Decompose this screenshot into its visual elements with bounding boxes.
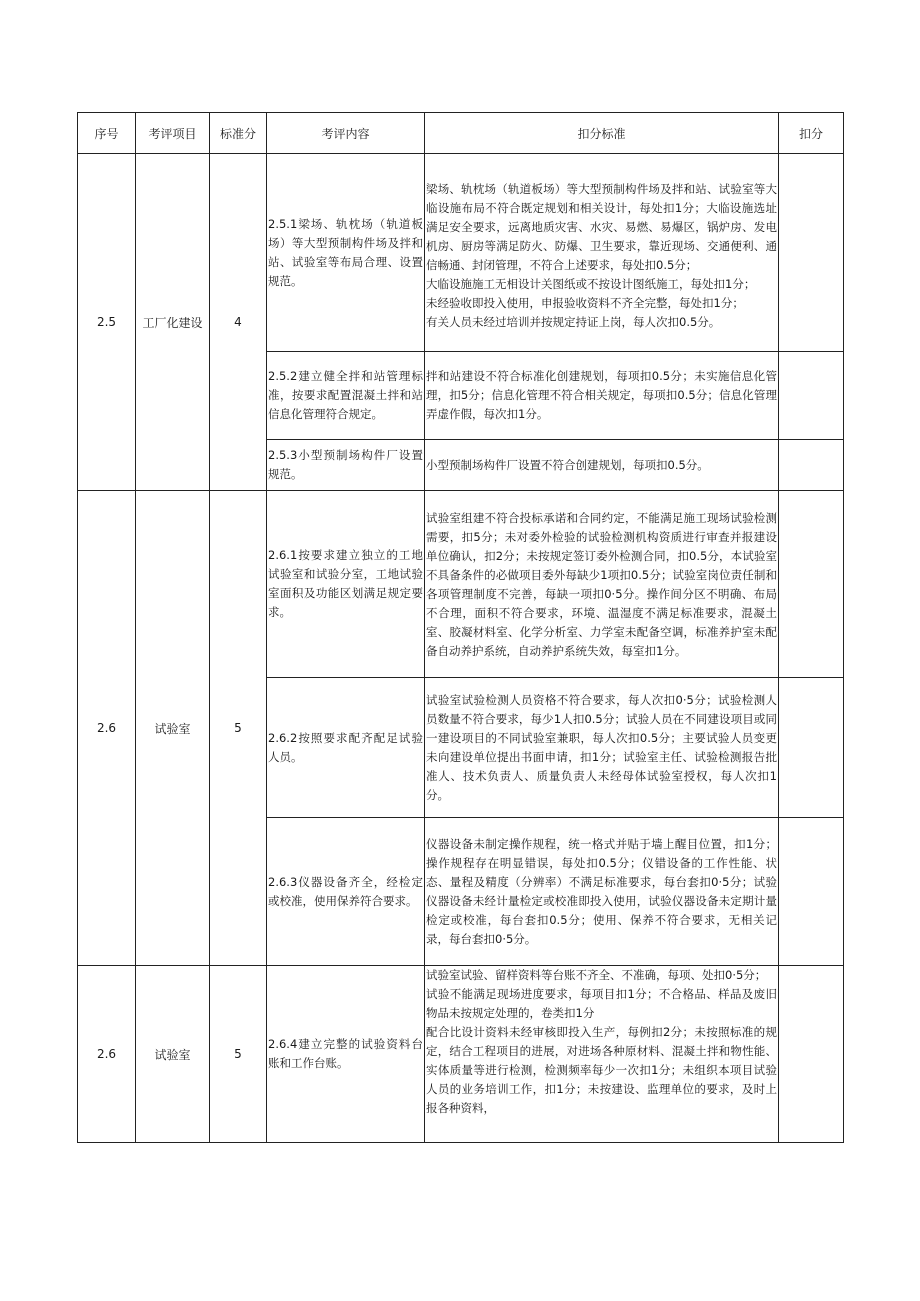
- table-row: [78, 966, 844, 1143]
- row-criteria: [425, 678, 779, 818]
- criteria-line: 有关人员未经过培训并按规定持证上岗，每人次扣0.5分。: [426, 315, 721, 329]
- group-seq: 2.5: [78, 154, 136, 491]
- group-seq: 2.6: [78, 966, 136, 1143]
- criteria-line: 拌和站建设不符合标准化创建规划，每项扣0.5分；未实施信息化管理，扣5分；信息化管理不符合相关规定，每项扣0.5分；信息化管理弄虚作假，每次扣1分。: [426, 369, 777, 421]
- evaluation-table: [77, 112, 844, 1143]
- criteria-line: 仪器设备未制定操作规程，统一格式并贴于墙上醒目位置，扣1分；操作规程存在明显错误，每处扣0.5分；仪错设备的工作性能、状态、量程及精度（分辨率）不满足标准要求，每台套扣0·5分；试验仪器设备未经计量检定或校准即投入使用，试验仪器设备未定期计量检定或校准，每台套扣0.5分；使用、保养不符合要求，无相关记录，每台套扣0·5分。: [426, 836, 777, 946]
- criteria-line: 试验室试验检测人员资格不符合要求，每人次扣0·5分；试验检测人员数量不符合要求，每少1人扣0.5分；试验人员在不同建设项目或同一建设项目的不同试验室兼职，每人次扣0.5分；主要试验人员变更未向建设单位提出书面申请，扣1分；试验室主任、试验检测报告批准人、技术负责人、质量负责人未经母体试验室授权，每人次扣1分。: [426, 692, 777, 802]
- header-score: 标准分: [210, 113, 267, 154]
- group-item: 试验室: [136, 491, 210, 966]
- row-criteria: [425, 440, 779, 491]
- header-deduct: 扣分: [779, 113, 844, 154]
- header-seq: 序号: [78, 113, 136, 154]
- table-row: [78, 154, 844, 352]
- criteria-line: 试验室试验、留样资料等台账不齐全、不准确，每项、处扣0·5分；: [426, 968, 767, 982]
- group-item: 试验室: [136, 966, 210, 1143]
- row-criteria: [425, 966, 779, 1143]
- deduct-cell[interactable]: [779, 491, 844, 678]
- header-criteria: 扣分标准: [425, 113, 779, 154]
- criteria-line: 未经验收即投入使用，申报验收资料不齐全完整，每处扣1分；: [426, 296, 744, 310]
- row-content: 2.6.1按要求建立独立的工地试验室和试验分室，工地试验室面积及功能区划满足规定要求。: [267, 491, 425, 678]
- deduct-cell[interactable]: [779, 818, 844, 966]
- criteria-line: 试验不能满足现场进度要求，每项目扣1分；不合格品、样品及废旧物品未按规定处理的，卷类扣1分: [426, 987, 777, 1020]
- deduct-cell[interactable]: [779, 352, 844, 440]
- deduct-cell[interactable]: [779, 154, 844, 352]
- criteria-line: 小型预制场构件厂设置不符合创建规划，每项扣0.5分。: [426, 457, 709, 472]
- row-content: 2.5.1梁场、轨枕场（轨道板场）等大型预制构件场及拌和站、试验室等布局合理、设置规范。: [267, 154, 425, 352]
- row-content: 2.5.3小型预制场构件厂设置规范。: [267, 440, 425, 491]
- header-row: [78, 113, 844, 154]
- header-content: 考评内容: [267, 113, 425, 154]
- table-row: [78, 491, 844, 678]
- row-criteria: [425, 352, 779, 440]
- row-content: 2.6.2按照要求配齐配足试验人员。: [267, 678, 425, 818]
- row-content: 2.6.4建立完整的试验资料台账和工作台账。: [267, 966, 425, 1143]
- group-score: 5: [210, 491, 267, 966]
- row-content: 2.5.2建立健全拌和站管理标准，按要求配置混凝土拌和站信息化管理符合规定。: [267, 352, 425, 440]
- row-criteria: [425, 491, 779, 678]
- group-score: 4: [210, 154, 267, 491]
- header-item: 考评项目: [136, 113, 210, 154]
- deduct-cell[interactable]: [779, 966, 844, 1143]
- row-content: 2.6.3仪器设备齐全，经检定或校准，使用保养符合要求。: [267, 818, 425, 966]
- deduct-cell[interactable]: [779, 678, 844, 818]
- row-criteria: [425, 154, 779, 352]
- criteria-line: 配合比设计资料未经审核即投入生产，每例扣2分；未按照标准的规定，结合工程项目的进展，对进场各种原材料、混凝土拌和物性能、实体质量等进行检测，检测频率每少一次扣1分；未组织本项目试验人员的业务培训工作，扣1分；未按建设、监理单位的要求，及时上报各种资料，: [426, 1025, 777, 1115]
- criteria-line: 梁场、轨枕场（轨道板场）等大型预制构件场及拌和站、试验室等大临设施布局不符合既定规划和相关设计，每处扣1分；大临设施选址满足安全要求，远离地质灾害、水灾、易燃、易爆区，锅炉房、发电机房、厨房等满足防火、防爆、卫生要求，靠近现场、交通便利、通信畅通、封闭管理，不符合上述要求，每处扣0.5分；: [426, 182, 777, 272]
- criteria-line: 大临设施施工无相设计关图纸或不按设计图纸施工，每处扣1分；: [426, 277, 756, 291]
- deduct-cell[interactable]: [779, 440, 844, 491]
- group-item: 工厂化建设: [136, 154, 210, 491]
- row-criteria: [425, 818, 779, 966]
- criteria-line: 试验室组建不符合投标承诺和合同约定，不能满足施工现场试验检测需要，扣5分；未对委外检验的试验检测机构资质进行审查并报建设单位确认，扣2分；未按规定签订委外检测合同，扣0.5分，本试验室不具备条件的必做项目委外每缺少1项扣0.5分；试验室岗位责任制和各项管理制度不完善，每缺一项扣0·5分。操作间分区不明确、布局不合理，面积不符合要求，环境、温湿度不满足标准要求，混凝土室、胶凝材料室、化学分析室、力学室未配备空调，标准养护室未配备自动养护系统，自动养护系统失效，每室扣1分。: [426, 511, 777, 658]
- group-seq: 2.6: [78, 491, 136, 966]
- group-score: 5: [210, 966, 267, 1143]
